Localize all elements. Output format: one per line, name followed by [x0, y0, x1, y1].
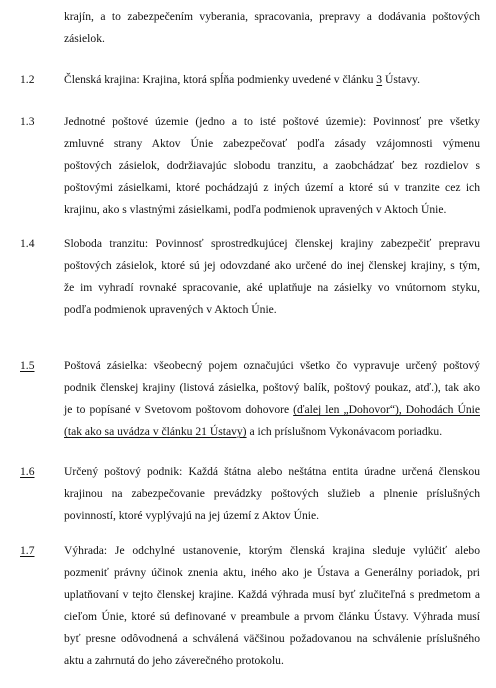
- paragraph-line: pozmeniť právny účinok znenia aktu, iného ako je Ústava a Generálny poriadok, pri: [64, 566, 480, 579]
- paragraph-body: [64, 111, 480, 221]
- paragraph-line: že im vyhradí rovnaké spracovanie, aké uplatňuje na zásielky vo vnútornom styku,: [64, 281, 480, 294]
- paragraph-line: zmluvné strany Aktov Únie zabezpečovať podľa zásady vzájomnosti výmenu: [64, 137, 480, 150]
- paragraph-line: aktu a zahrnutá do jeho záverečného protokolu.: [64, 654, 284, 667]
- paragraph-number: 1.7: [20, 544, 35, 557]
- paragraph-number: 1.2: [20, 73, 35, 86]
- paragraph-body: [64, 540, 480, 672]
- paragraph-line: poštovými zásielkami, ktoré pochádzajú z iných území a ktoré sú v tranzite cez ich: [64, 181, 480, 194]
- paragraph-line: poštových zásielok, ktoré sú jej odovzdané ako určené do inej členskej krajiny, s tým,: [64, 259, 480, 272]
- paragraph-line: krajinu, ako s vlastnými zásielkami, podľa podmienok upravených v Aktoch Únie.: [64, 203, 447, 216]
- paragraph-line: Výhrada: Je odchylné ustanovenie, ktorým členská krajina sleduje vylúčiť alebo: [64, 544, 480, 557]
- paragraph-line: podľa podmienok upravených v Aktoch Únie.: [64, 303, 277, 316]
- paragraph-line: Sloboda tranzitu: Povinnosť sprostredkujúcej členskej krajiny zabezpečiť prepravu: [64, 237, 480, 250]
- paragraph-line: povinností, ktoré vyplývajú na jej území z Aktov Únie.: [64, 509, 320, 522]
- paragraph-line: cieľom Únie, ktoré sú definované v preambule a prvom článku Ústavy. Výhrada musí: [64, 610, 480, 623]
- paragraph-line: [64, 421, 480, 443]
- paragraph-number: 1.6: [20, 465, 35, 478]
- text-segment: a ich príslušnom Vykonávacom poriadku.: [246, 425, 443, 438]
- paragraph-number: 1.5: [20, 359, 35, 372]
- paragraph-line: podnik členskej krajiny (listová zásielka, poštový balík, poštový poukaz, atď.), tak ako: [64, 381, 480, 394]
- paragraph-line: Jednotné poštové územie (jedno a to isté poštové územie): Povinnosť pre všetky: [64, 115, 480, 128]
- paragraph-line: byť presne odôvodnená a schválená väčšinou požadovanou na schválenie príslušného: [64, 632, 480, 645]
- constitution-reference: (tak ako sa uvádza v článku 21 Ústavy): [64, 425, 247, 438]
- text-segment: Členská krajina: Krajina, ktorá spĺňa podmienky uvedené v článku: [64, 73, 377, 86]
- text-segment: je to popísané v Svetovom poštovom dohovore: [64, 403, 294, 416]
- paragraph-number: 1.4: [20, 237, 35, 250]
- text-segment: Ústavy.: [382, 73, 420, 86]
- paragraph-line: poštových zásielok, dodržiavajúc slobodu tranzitu, a zaobchádzať bez rozdielov s: [64, 159, 480, 172]
- paragraph-body: [64, 6, 480, 50]
- paragraph-line: zásielok.: [64, 32, 105, 45]
- paragraph-body: [64, 355, 480, 443]
- paragraph-line: uplatňovaní v tejto členskej krajine. Každá výhrada musí byť zlučiteľná s predmetom a: [64, 588, 480, 601]
- convention-reference: (ďalej len „Dohovor“), Dohodách Únie: [293, 403, 480, 416]
- paragraph-line: krajín, a to zabezpečením vyberania, spracovania, prepravy a dodávania poštových: [64, 10, 480, 23]
- paragraph-body: [64, 233, 480, 321]
- paragraph-line: [64, 399, 480, 421]
- paragraph-body: [64, 69, 480, 91]
- paragraph-line: [64, 69, 480, 91]
- paragraph-line: krajinou na zabezpečovanie prevádzky poštových služieb a plnenie príslušných: [64, 487, 480, 500]
- paragraph-body: [64, 461, 480, 527]
- paragraph-line: Určený poštový podnik: Každá štátna alebo neštátna entita úradne určená členskou: [64, 465, 480, 478]
- paragraph-number: 1.3: [20, 115, 35, 128]
- article-reference: 3: [376, 73, 383, 86]
- paragraph-line: Poštová zásielka: všeobecný pojem označujúci všetko čo vypravuje určený poštový: [64, 359, 480, 372]
